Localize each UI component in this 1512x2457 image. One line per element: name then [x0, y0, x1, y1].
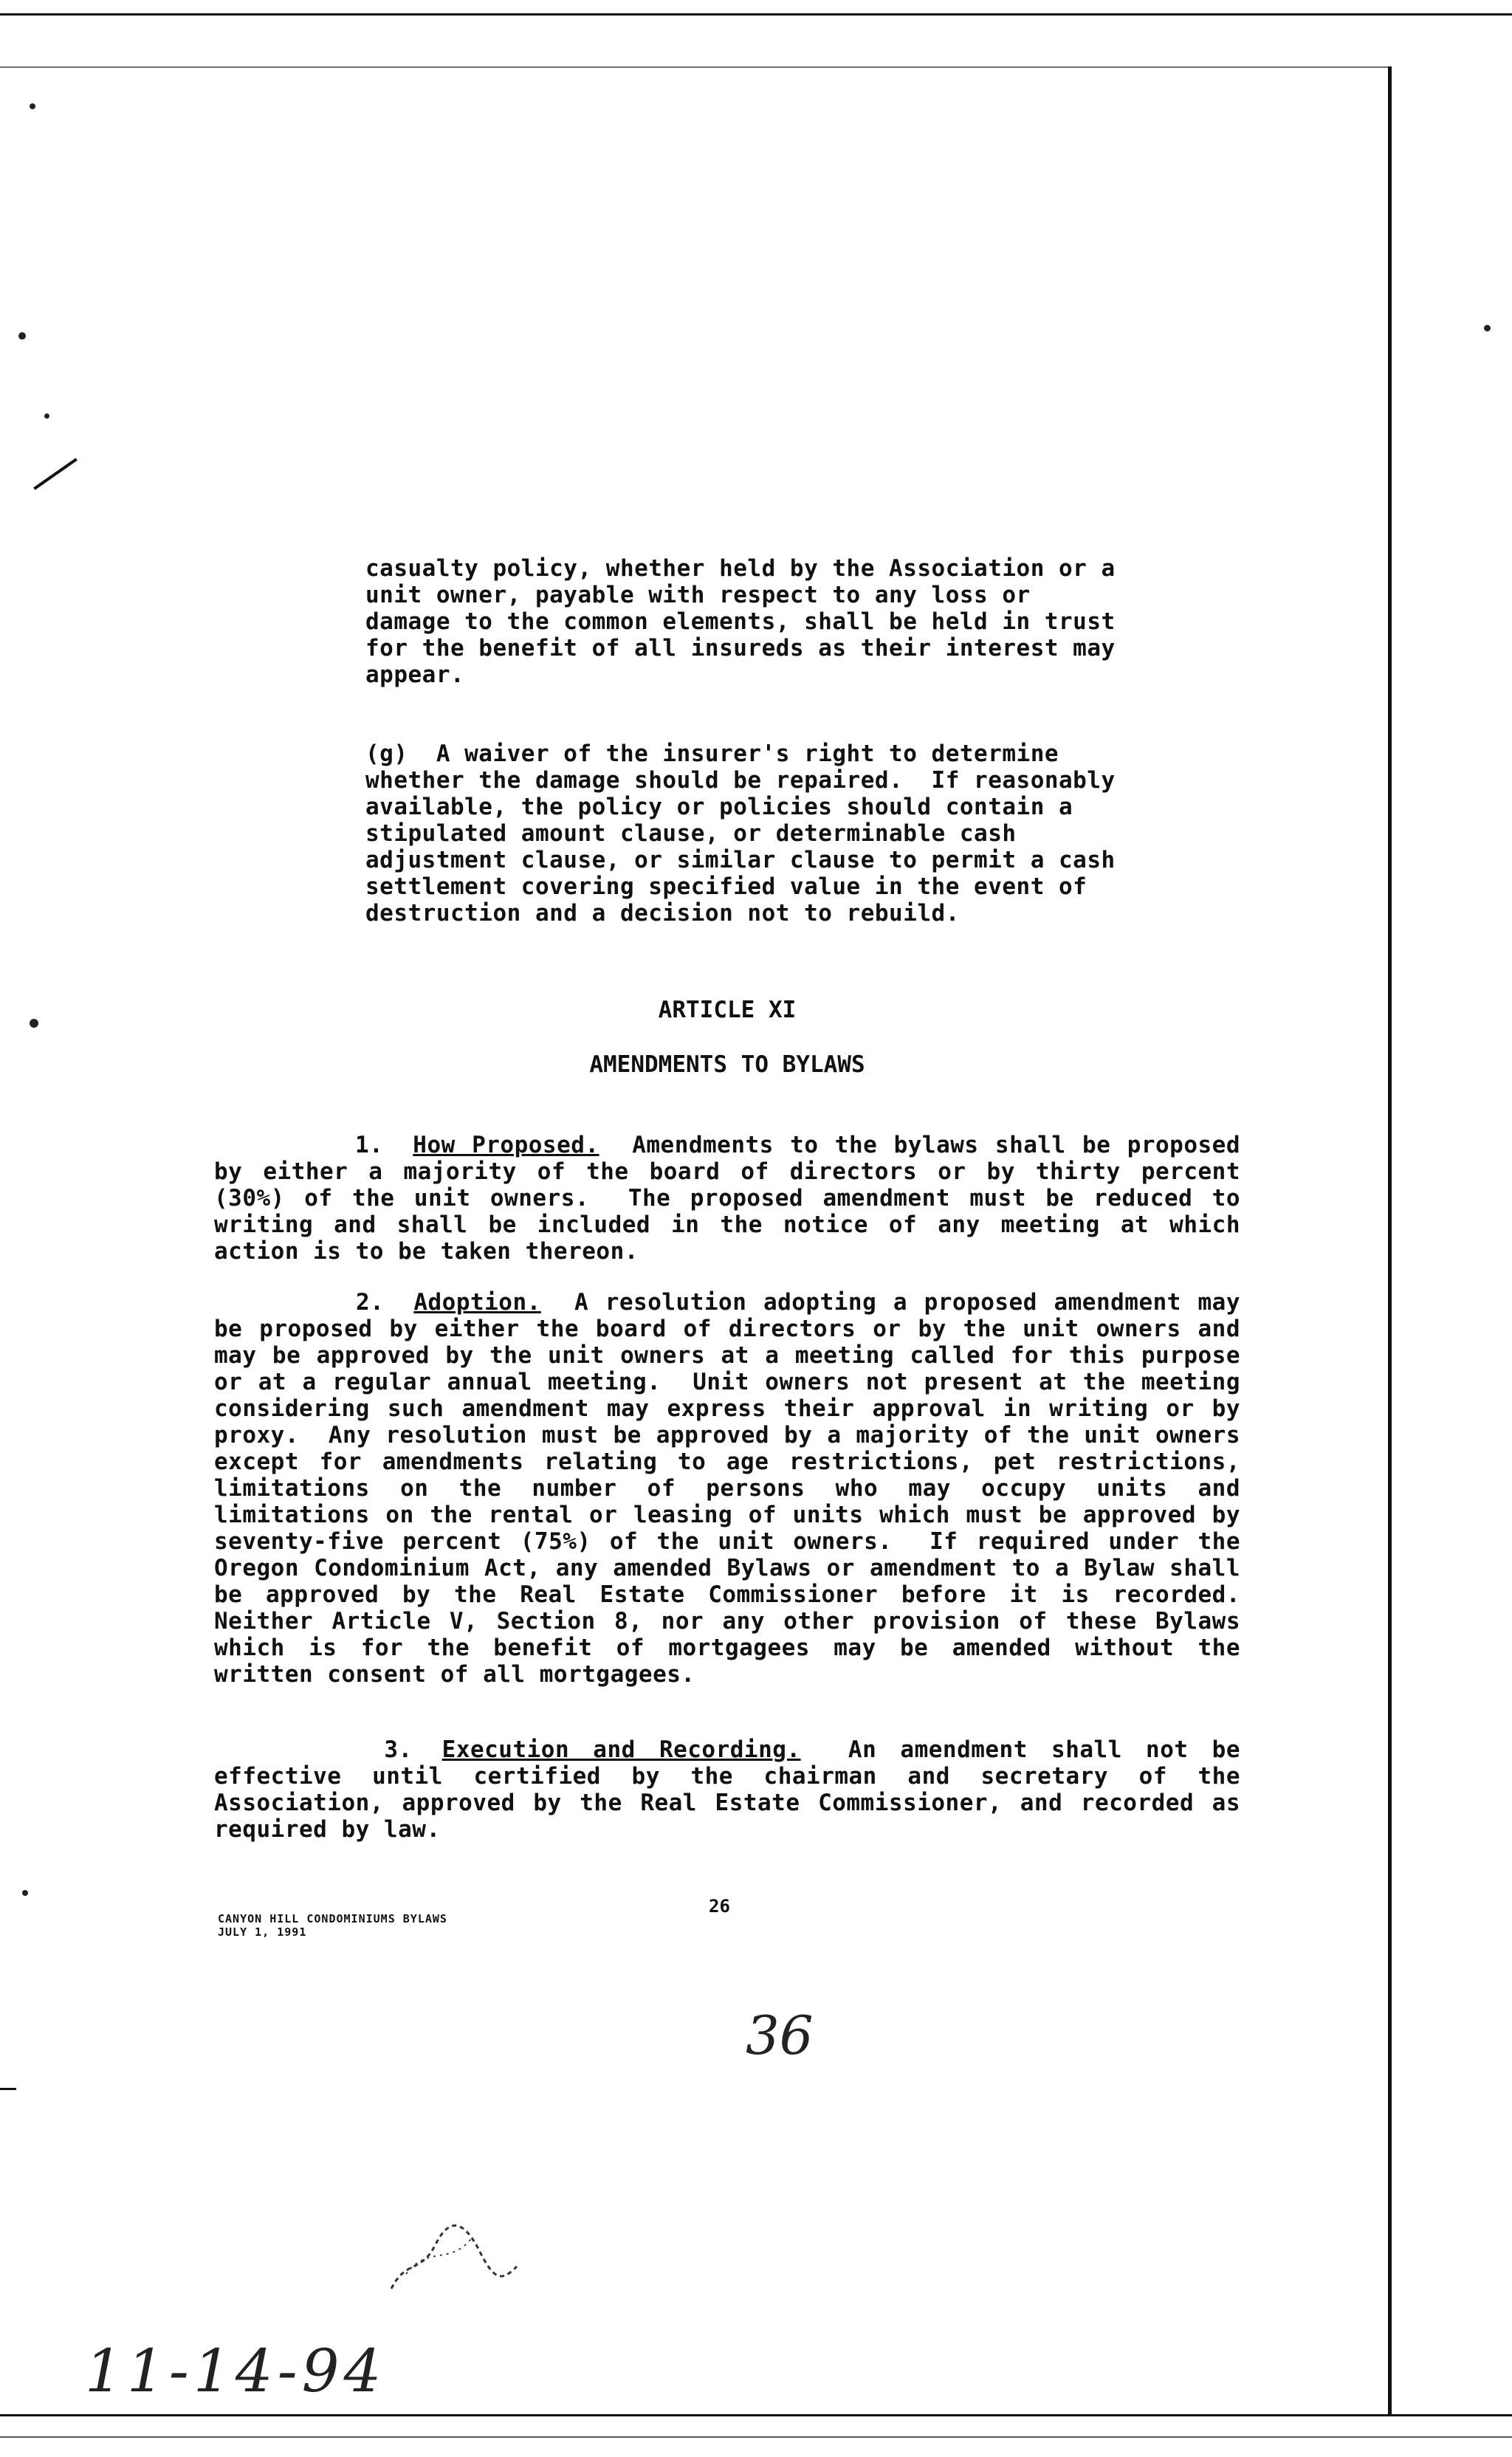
article-title: AMENDMENTS TO BYLAWS [589, 1051, 865, 1078]
scan-speck [30, 103, 35, 109]
insurance-continuation-text: casualty policy, whether held by the Association or a unit owner, payable with respect to any loss or damage to the common elements, shall be held in trust for the benefit of all insureds as their interest may appear. [365, 555, 1130, 688]
page-number: 26 [709, 1896, 730, 1917]
handwritten-page-number: 36 [746, 2004, 814, 2066]
section-number: 2. [356, 1289, 385, 1316]
article-number: ARTICLE XI [658, 997, 797, 1023]
scan-speck [30, 1019, 38, 1028]
scan-speck [44, 413, 49, 419]
section-body: A resolution adopting a proposed amendment may be proposed by either the board of directors or by the unit owners and may be approved by the unit owners at a meeting called for this purpose or at a regular annual meeting. Unit owners not present at the meeting considering such amendment may express their approval in writing or by proxy. Any resolution must be approved by a majority of the unit owners except for amendments relating to age restrictions, pet restrictions, limitations on the number of persons who may occupy units and limitations on the rental or leasing of units which must be approved by seventy-five percent (75%) of the unit owners. If required under the Oregon Condominium Act, any amended Bylaws or amendment to a Bylaw shall be approved by the Real Estate Commissioner before it is recorded. Neither Article V, Section 8, nor any other provision of these Bylaws which is for the benefit of mortgagees may be amended without the written consent of all mortgagees. [214, 1289, 1269, 1688]
document-footer [218, 1912, 447, 1939]
scan-right-border [1388, 66, 1392, 2414]
scan-mark [0, 2088, 16, 2090]
section-body: An amendment shall not be effective until certified by the chairman and secretary of the Association, approved by the Real Estate Commissioner, and recorded as required by law. [214, 1736, 1255, 1843]
scan-top-line-2 [0, 66, 1388, 68]
scan-top-line [0, 13, 1512, 16]
section-heading: Adoption. [413, 1289, 541, 1316]
handwritten-date: 11-14-94 [85, 2337, 386, 2405]
section-heading: Execution and Recording. [441, 1736, 801, 1763]
scan-speck [18, 332, 26, 340]
scan-bottom-line-2 [0, 2436, 1512, 2438]
section-heading: How Proposed. [413, 1132, 599, 1158]
section-body: Amendments to the bylaws shall be proposed by either a majority of the board of directors or by thirty percent (30%) of the unit owners. The proposed amendment must be reduced to writing and shall be included in the notice of any meeting at which action is to be taken thereon. [214, 1132, 1255, 1265]
section-3 [214, 1710, 1255, 1869]
scan-speck [22, 1890, 28, 1896]
scan-bottom-line [0, 2414, 1512, 2416]
section-number: 1. [354, 1132, 384, 1158]
footer-date: JULY 1, 1991 [218, 1925, 307, 1939]
section-2 [214, 1262, 1269, 1714]
scan-speck [1484, 325, 1491, 331]
scan-mark [33, 458, 78, 489]
footer-title: CANYON HILL CONDOMINIUMS BYLAWS [218, 1912, 447, 1925]
section-number: 3. [384, 1736, 413, 1763]
insurance-item-g: (g) A waiver of the insurer's right to determine whether the damage should be repaired. If reasonably available, the policy or policies should contain a stipulated amount clause, or determinable cash adjustment clause, or similar clause to permit a cash settlement covering specified value in the event of destruction and a decision not to rebuild. [365, 740, 1130, 927]
signature-scribble-icon [377, 2200, 524, 2303]
